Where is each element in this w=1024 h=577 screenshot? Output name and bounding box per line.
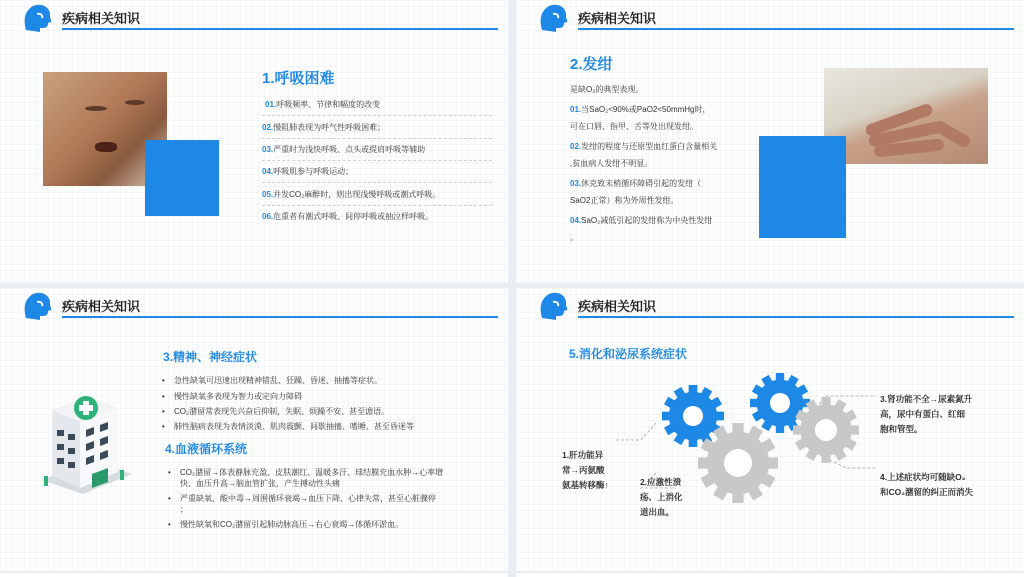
head-profile-icon [18, 2, 54, 32]
list-item: 05.并发CO₂麻醉时，则出现浅慢呼吸或潮式呼吸。 [262, 190, 441, 199]
header-title: 疾病相关知识 [578, 11, 657, 26]
section-title: 4.血液循环系统 [165, 442, 248, 456]
list-item-cont: 可在口唇、指甲、舌等处出现发绀。 [570, 122, 698, 131]
header-underline [578, 28, 1014, 30]
header-title: 疾病相关知识 [578, 299, 657, 314]
hospital-building-icon [28, 390, 138, 498]
label-kidney: 3.肾功能不全→尿素氮升 高，尿中有蛋白、红细 胞和管型。 [880, 394, 973, 434]
list-item: 06.危重者有潮式呼吸、间停呼吸或抽泣样呼吸。 [262, 212, 434, 221]
list-item-cont: 。 [570, 233, 578, 242]
intro-text: 是缺O₂的典型表现。 [570, 85, 644, 94]
bullet-item: • CO₂潴留常表现先兴奋后抑制，失眠、烦躁不安、甚至谵语。 [174, 406, 389, 417]
bullet-item: • CO₂潴留→体表静脉充盈、皮肤潮红、温暖多汗、球结膜充血水肿→心率增 [180, 467, 443, 478]
head-profile-icon [18, 290, 54, 320]
next-slide-edge [0, 573, 508, 577]
decor-blue-square [759, 136, 846, 238]
header-underline [62, 316, 498, 318]
label-reversible: 4.上述症状均可随缺O₂ 和CO₂潴留的纠正而消失 [880, 472, 974, 497]
bullet-item: • 急性缺氧可迅速出现精神错乱、狂躁、昏迷、抽搐等症状。 [174, 375, 382, 386]
slide-header [516, 0, 1024, 34]
list-item: 02.慢阻肺表现为呼气性呼吸困难； [262, 123, 386, 132]
divider [262, 160, 492, 161]
divider [262, 115, 492, 116]
head-profile-icon [534, 2, 570, 32]
decor-blue-square [145, 140, 219, 216]
bullet-item: • 肺性脑病表现为表情淡漠、肌肉震颤、间歇抽搐、嗜睡、甚至昏迷等 [174, 421, 414, 432]
list-item: 04.SaO₂减低引起的发绀称为中央性发绀 [570, 216, 713, 225]
header-title: 疾病相关知识 [62, 11, 141, 26]
bullet-item: • 慢性缺氧和CO₂潴留引起肺动脉高压→右心衰竭→体循环淤血。 [180, 519, 403, 530]
slide-neuro-circulation[interactable] [0, 288, 508, 571]
slide-digestive-urinary[interactable] [516, 288, 1024, 571]
header-title: 疾病相关知识 [62, 299, 141, 314]
bullet-item: • 慢性缺氧多表现为智力或定向力障碍 [174, 391, 302, 402]
bullet-item-cont: 快、血压升高→脑血管扩张，产生搏动性头痛 [180, 479, 340, 488]
list-item: 03.休克致末梢循环障碍引起的发绀（ [570, 179, 702, 188]
hands-photo [824, 68, 988, 164]
slide-header [0, 288, 508, 322]
bullet-item-cont: ； [180, 505, 188, 514]
header-underline [62, 28, 498, 30]
slide-cyanosis[interactable] [516, 0, 1024, 283]
divider [262, 138, 492, 139]
section-title: 3.精神、神经症状 [163, 350, 258, 364]
divider [262, 205, 492, 206]
list-item: 03.严重时为浅快呼吸、点头或提肩呼吸等辅助 [262, 145, 426, 154]
slide-header [0, 0, 508, 34]
next-slide-edge [516, 573, 1024, 577]
slide-breathing[interactable] [0, 0, 508, 283]
list-item-cont: SaO2正常）称为外周性发绀。 [570, 196, 679, 205]
list-item: 01.当SaO₂<90%或PaO2<50mmHg时， [570, 105, 711, 114]
bullet-item: • 严重缺氧、酸中毒→周围循环衰竭→血压下降、心律失常，甚至心脏骤停 [180, 493, 436, 504]
section-title: 5.消化和泌尿系统症状 [569, 347, 688, 361]
section-title: 1.呼吸困难 [262, 70, 335, 87]
label-stomach: 2.应激性溃 疡、上消化 道出血。 [640, 477, 683, 517]
list-item: 04.呼吸肌参与呼吸运动； [262, 167, 354, 176]
list-item-cont: ,贫血病人发绀不明显。 [570, 159, 653, 168]
list-item: 01.呼吸频率、节律和幅度的改变 [265, 100, 381, 109]
divider [262, 182, 492, 183]
list-item: 02.发绀的程度与还原型血红蛋白含量相关 [570, 142, 718, 151]
section-title: 2.发绀 [570, 56, 613, 73]
label-liver: 1.肝功能异 常→丙氨酸 氨基转移酶↑ [562, 450, 609, 490]
